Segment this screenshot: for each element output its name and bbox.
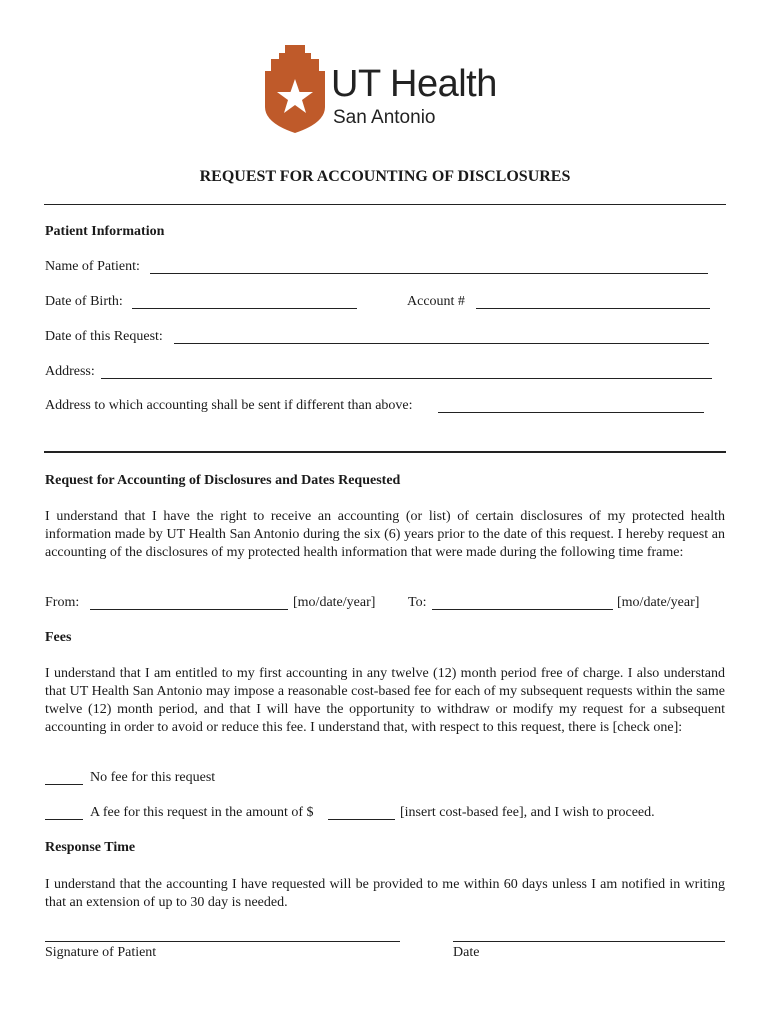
fee-option-label: A fee for this request in the amount of $ bbox=[90, 805, 314, 820]
request-paragraph: I understand that I have the right to receive an accounting (or list) of certain disclosures of my protected health information made by UT Health San Antonio during the six (6) years prior to the date of this request. I hereby request an accounting of the disclosures of my protected health information that were made during the following time frame: bbox=[45, 509, 725, 560]
account-field[interactable] bbox=[476, 307, 710, 309]
fees-heading: Fees bbox=[45, 630, 72, 645]
account-label: Account # bbox=[407, 294, 465, 309]
fee-check-field[interactable] bbox=[45, 818, 83, 820]
logo-title: UT Health bbox=[331, 63, 497, 105]
from-label: From: bbox=[45, 595, 80, 610]
title-divider bbox=[44, 204, 726, 205]
address-label: Address: bbox=[45, 364, 95, 379]
ut-health-tower-shield-icon bbox=[265, 45, 325, 133]
from-date-format: [mo/date/year] bbox=[293, 595, 376, 610]
patient-signature-field[interactable] bbox=[45, 941, 400, 942]
patient-signature-label: Signature of Patient bbox=[45, 945, 157, 960]
section-divider bbox=[44, 451, 726, 453]
ut-health-logo bbox=[265, 45, 525, 135]
alt-address-field[interactable] bbox=[438, 411, 704, 413]
dob-field[interactable] bbox=[132, 307, 357, 309]
fees-paragraph: I understand that I am entitled to my first accounting in any twelve (12) month period free of charge. I also understand that UT Health San Antonio may impose a reasonable cost-based fee for each of my subsequent requests within the same twelve (12) month period, and that I will have the opportunity to withdraw or modify my request for a subsequent accounting in order to avoid or reduce this fee. I understand that, with respect to this request, there is [check one]: bbox=[45, 666, 725, 735]
no-fee-check-field[interactable] bbox=[45, 783, 83, 785]
request-date-label: Date of this Request: bbox=[45, 329, 163, 344]
patient-info-heading: Patient Information bbox=[45, 224, 165, 239]
form-title: REQUEST FOR ACCOUNTING OF DISCLOSURES bbox=[199, 168, 571, 185]
logo-subtitle: San Antonio bbox=[333, 107, 436, 128]
address-field[interactable] bbox=[101, 377, 712, 379]
no-fee-option-label: No fee for this request bbox=[90, 770, 216, 785]
dob-label: Date of Birth: bbox=[45, 294, 123, 309]
request-heading: Request for Accounting of Disclosures and Dates Requested bbox=[45, 473, 401, 488]
fee-option-suffix: [insert cost-based fee], and I wish to proceed. bbox=[400, 805, 655, 820]
to-label: To: bbox=[408, 595, 427, 610]
to-date-format: [mo/date/year] bbox=[617, 595, 700, 610]
patient-name-field[interactable] bbox=[150, 272, 708, 274]
signature-date-label: Date bbox=[453, 945, 480, 960]
alt-address-label: Address to which accounting shall be sent if different than above: bbox=[45, 398, 413, 413]
from-date-field[interactable] bbox=[90, 608, 288, 610]
signature-date-field[interactable] bbox=[453, 941, 725, 942]
response-heading: Response Time bbox=[45, 840, 136, 855]
request-date-field[interactable] bbox=[174, 342, 709, 344]
patient-name-label: Name of Patient: bbox=[45, 259, 140, 274]
response-paragraph: I understand that the accounting I have requested will be provided to me within 60 days unless I am notified in writing that an extension of up to 30 day is needed. bbox=[45, 877, 725, 910]
to-date-field[interactable] bbox=[432, 608, 613, 610]
fee-amount-field[interactable] bbox=[328, 818, 395, 820]
